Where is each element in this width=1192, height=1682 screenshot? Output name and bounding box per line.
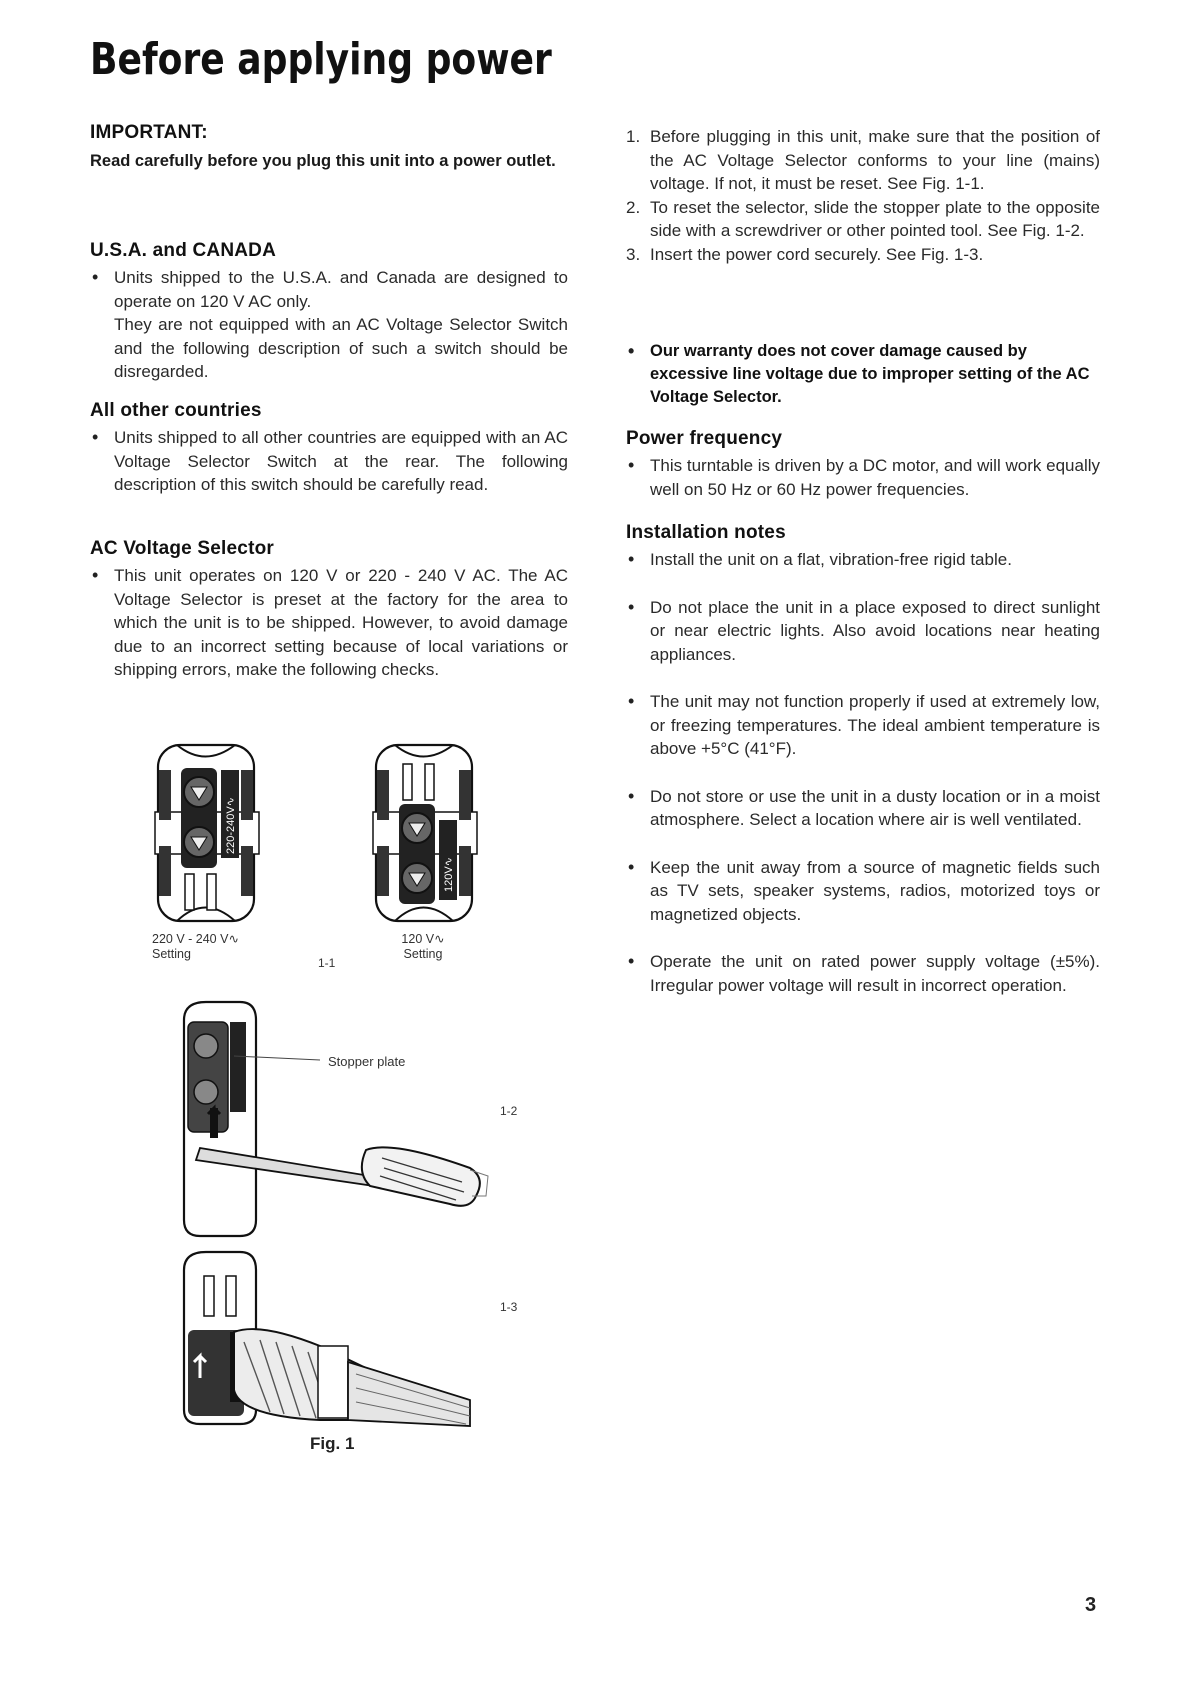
- list-item: • Operate the unit on rated power supply voltage (±5%). Irregular power voltage will result in incorrect operation.: [626, 950, 1100, 997]
- ac-selector-section: [90, 538, 568, 682]
- other-countries-section: [90, 400, 568, 497]
- figure-number-1-2: 1-2: [500, 1104, 518, 1118]
- step-number: 3.: [626, 244, 641, 264]
- power-frequency-section: [626, 428, 1100, 501]
- plate-220-label: 220-240V∿: [225, 797, 237, 854]
- stopper-plate-label: Stopper plate: [328, 1054, 406, 1069]
- figure-number-1-1: 1-1: [318, 956, 336, 970]
- figure-label-220-240: [152, 932, 282, 962]
- step-item: [626, 243, 1100, 267]
- step-text: Before plugging in this unit, make sure that the position of the AC Voltage Selector conforms to your line (mains) voltage. If not, it must be reset. See Fig. 1-1.: [650, 127, 1100, 193]
- step-number: 2.: [626, 197, 641, 217]
- important-heading: IMPORTANT:: [90, 122, 208, 143]
- important-section: [90, 122, 568, 172]
- label-220-value: 220 V - 240 V∿: [152, 932, 239, 946]
- ac-selector-list: [90, 564, 568, 682]
- page-title: Before applying power: [90, 34, 552, 85]
- installation-notes-section: [626, 522, 1100, 1021]
- figure-label-120: [388, 932, 458, 962]
- plate-120-label: 120V∿: [443, 857, 455, 892]
- selector-220-240-illustration: [155, 742, 259, 924]
- warranty-warning: [626, 340, 1100, 409]
- power-cord-illustration: [170, 1250, 480, 1426]
- other-countries-heading: All other countries: [90, 400, 262, 421]
- list-item: • Install the unit on a flat, vibration-free rigid table.: [626, 548, 1100, 572]
- usa-canada-line1: Units shipped to the U.S.A. and Canada are designed to operate on 120 V AC only.: [114, 268, 568, 311]
- power-frequency-list: [626, 454, 1100, 501]
- usa-canada-heading: U.S.A. and CANADA: [90, 240, 277, 261]
- installation-notes-list: [626, 548, 1100, 997]
- selector-120-illustration: [373, 742, 477, 924]
- label-220-setting: Setting: [152, 947, 191, 961]
- page-number: 3: [1085, 1594, 1097, 1616]
- label-120-value: 120 V∿: [401, 932, 445, 946]
- figure-number-1-3: 1-3: [500, 1300, 518, 1314]
- list-item: • Do not store or use the unit in a dusty location or in a moist atmosphere. Select a location where air is well ventilated.: [626, 785, 1100, 832]
- step-number: 1.: [626, 127, 641, 146]
- list-item: • Do not place the unit in a place exposed to direct sunlight or near electric lights. Also avoid locations near heating appliances.: [626, 596, 1100, 667]
- setup-steps: [626, 125, 1100, 266]
- step-item: [626, 196, 1100, 243]
- warranty-warning-text: • Our warranty does not cover damage caused by excessive line voltage due to improper setting of the AC Voltage Selector.: [626, 340, 1100, 409]
- list-item: • Units shipped to all other countries are equipped with an AC Voltage Selector Switch at the rear. The following description of this switch should be carefully read.: [90, 426, 568, 497]
- figure-caption: Fig. 1: [310, 1434, 355, 1453]
- list-item: • This turntable is driven by a DC motor, and will work equally well on 50 Hz or 60 Hz power frequencies.: [626, 454, 1100, 501]
- step-text: Insert the power cord securely. See Fig. 1-3.: [650, 244, 984, 264]
- list-item: [90, 266, 568, 384]
- usa-canada-line2: They are not equipped with an AC Voltage Selector Switch and the following description of such a switch should be disregarded.: [114, 315, 568, 381]
- power-frequency-heading: Power frequency: [626, 428, 783, 449]
- usa-canada-section: [90, 240, 568, 384]
- ac-selector-heading: AC Voltage Selector: [90, 538, 274, 559]
- list-item: • The unit may not function properly if used at extremely low, or freezing temperatures. The ideal ambient temperature is above +5°C (41°F).: [626, 690, 1100, 761]
- label-120-setting: Setting: [403, 947, 443, 961]
- list-item: • Keep the unit away from a source of magnetic fields such as TV sets, speaker systems, radios, motorized toys or magnetized objects.: [626, 856, 1100, 927]
- important-text: Read carefully before you plug this unit into a power outlet.: [90, 152, 556, 170]
- step-item: [626, 125, 1100, 196]
- usa-canada-list: [90, 266, 568, 384]
- list-item: • This unit operates on 120 V or 220 - 240 V AC. The AC Voltage Selector is preset at the factory for the area to which the unit is to be shipped. However, to avoid damage due to an incorrect setting because of local variations or shipping errors, make the following checks.: [90, 564, 568, 682]
- screwdriver-illustration: [170, 1000, 500, 1250]
- installation-notes-heading: Installation notes: [626, 522, 786, 543]
- step-text: To reset the selector, slide the stopper plate to the opposite side with a screwdriver or other pointed tool. See Fig. 1-2.: [650, 197, 1100, 240]
- other-countries-list: [90, 426, 568, 497]
